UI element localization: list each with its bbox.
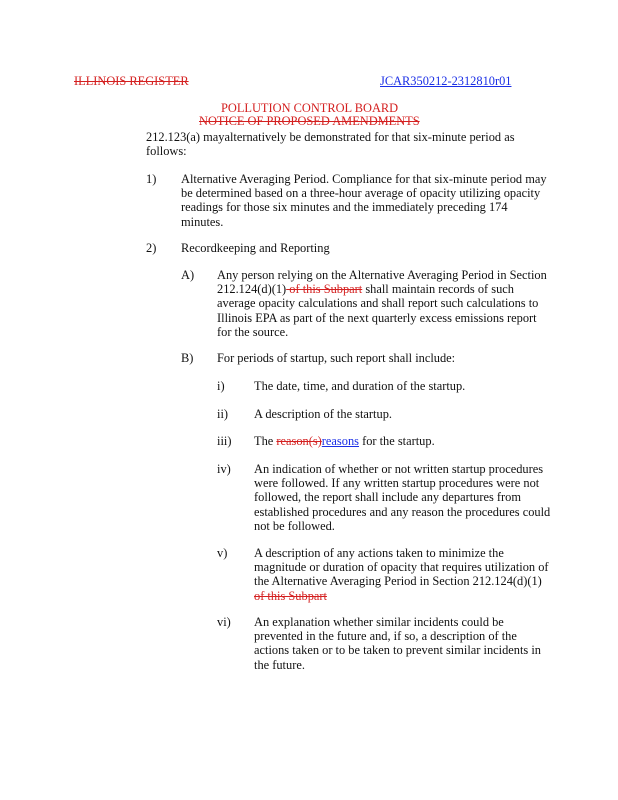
sub-ii-label: ii) (217, 407, 229, 421)
sub-iii-label: iii) (217, 434, 232, 448)
item-B-label: B) (181, 351, 194, 365)
sub-ii-text: A description of the startup. (254, 407, 392, 421)
deleted-of-this-subpart-2: of this Subpart (254, 588, 327, 603)
item-B-text: For periods of startup, such report shall include: (217, 351, 456, 365)
sub-v-label: v) (217, 546, 228, 560)
item-1-label: 1) (146, 172, 157, 186)
sub-iv-label: iv) (217, 462, 231, 476)
sub-iv-text: An indication of whether or not written startup procedures were followed. If any written startup procedures were not followed, the report shall include any departures from established procedures and any reason the procedures could not be followed. (254, 462, 551, 533)
sub-i-label: i) (217, 379, 225, 393)
sub-i-text: The date, time, and duration of the startup. (254, 379, 466, 393)
item-1-text: Alternative Averaging Period. Compliance for that six-minute period may be determined based on a three-hour average of opacity utilizing opacity readings for those six minutes and the immediately preceding 174 minutes. (181, 172, 547, 229)
intro-text: 212.123(a) mayalternatively be demonstrated for that six-minute period as follows: (146, 130, 515, 159)
sub-iii-text: The reason(s)reasons for the startup. (254, 434, 435, 448)
inserted-reasons[interactable]: reasons (321, 434, 359, 448)
item-A-label: A) (181, 268, 195, 282)
heading-notice: NOTICE OF PROPOSED AMENDMENTS (199, 114, 420, 128)
item-2-text: Recordkeeping and Reporting (181, 241, 330, 255)
sub-vi-label: vi) (217, 615, 231, 629)
sub-vi-text: An explanation whether similar incidents could be prevented in the future and, if so, a description of the actions taken or to be taken to prevent similar incidents in the future. (254, 615, 541, 672)
item-A-text: Any person relying on the Alternative Averaging Period in Section 212.124(d)(1) of this Subpart shall maintain records of such average opacity calculations and shall report such calculations to Illinois EPA as part of the next quarterly excess emissions report for the source. (217, 268, 547, 339)
item-2-label: 2) (146, 241, 157, 255)
header-jcar-code[interactable]: JCAR350212-2312810r01 (380, 74, 512, 88)
sub-v-text: A description of any actions taken to minimize the magnitude or duration of opacity that requires utilization of the Alternative Averaging Period in Section 212.124(d)(1) of this Subpart (254, 546, 549, 603)
deleted-of-this-subpart: of this Subpart (286, 282, 363, 297)
header-register: ILLINOIS REGISTER (74, 74, 189, 88)
heading-board: POLLUTION CONTROL BOARD (221, 101, 399, 115)
deleted-reason-s: reason(s) (276, 434, 322, 448)
